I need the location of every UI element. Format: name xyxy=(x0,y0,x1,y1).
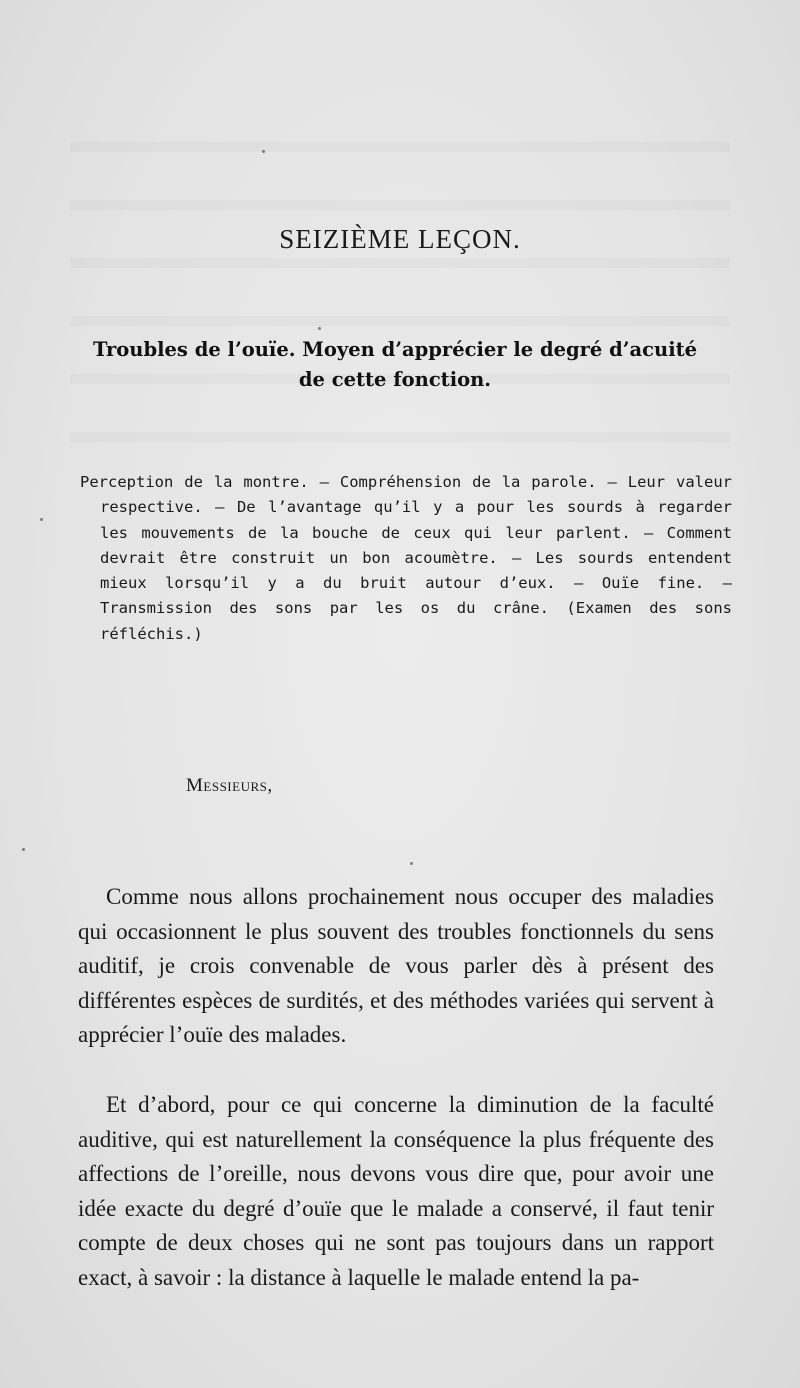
lesson-summary: Perception de la montre. — Compréhension de la parole. — Leur valeur respective. — De l’avantage qu’il y a pour les sourds à regarder les mouvements de la bouche de ceux qui leur parlent. — Comment devrait être construit un bon acoumètre. — Les sourds entendent mieux lorsqu’il y a du bruit autour d’eux. — Ouïe fine. — Transmission des sons par les os du crâne. (Examen des sons réfléchis.) xyxy=(80,473,732,643)
salutation: Messieurs, xyxy=(186,775,273,796)
lesson-subtitle: Troubles de l’ouïe. Moyen d’apprécier le degré d’acuité de cette fonction. xyxy=(92,338,698,391)
lesson-title: SEIZIÈME LEÇON. xyxy=(279,224,521,254)
body-paragraph-1: Comme nous allons prochainement nous occuper des maladies qui occasionnent le plus souvent des troubles fonctionnels du sens auditif, je crois convenable de vous parler dès à présent des différentes espèces de surdités, et des méthodes variées qui servent à apprécier l’ouïe des malades. xyxy=(78,884,714,1048)
ink-speck xyxy=(22,848,25,851)
bleed-through-texture xyxy=(70,120,730,520)
ink-speck xyxy=(40,518,43,521)
body-paragraph-2: Et d’abord, pour ce qui concerne la diminution de la faculté auditive, qui est naturellement la conséquence la plus fréquente des affections de l’oreille, nous devons vous dire que, pour avoir une idée exacte du degré d’ouïe que le malade a conservé, il faut tenir compte de deux choses qui ne sont pas toujours dans un rapport exact, à savoir : la distance à laquelle le malade entend la pa- xyxy=(78,1092,714,1290)
ink-speck xyxy=(262,150,265,153)
ink-speck xyxy=(318,327,321,330)
ink-speck xyxy=(410,862,413,865)
